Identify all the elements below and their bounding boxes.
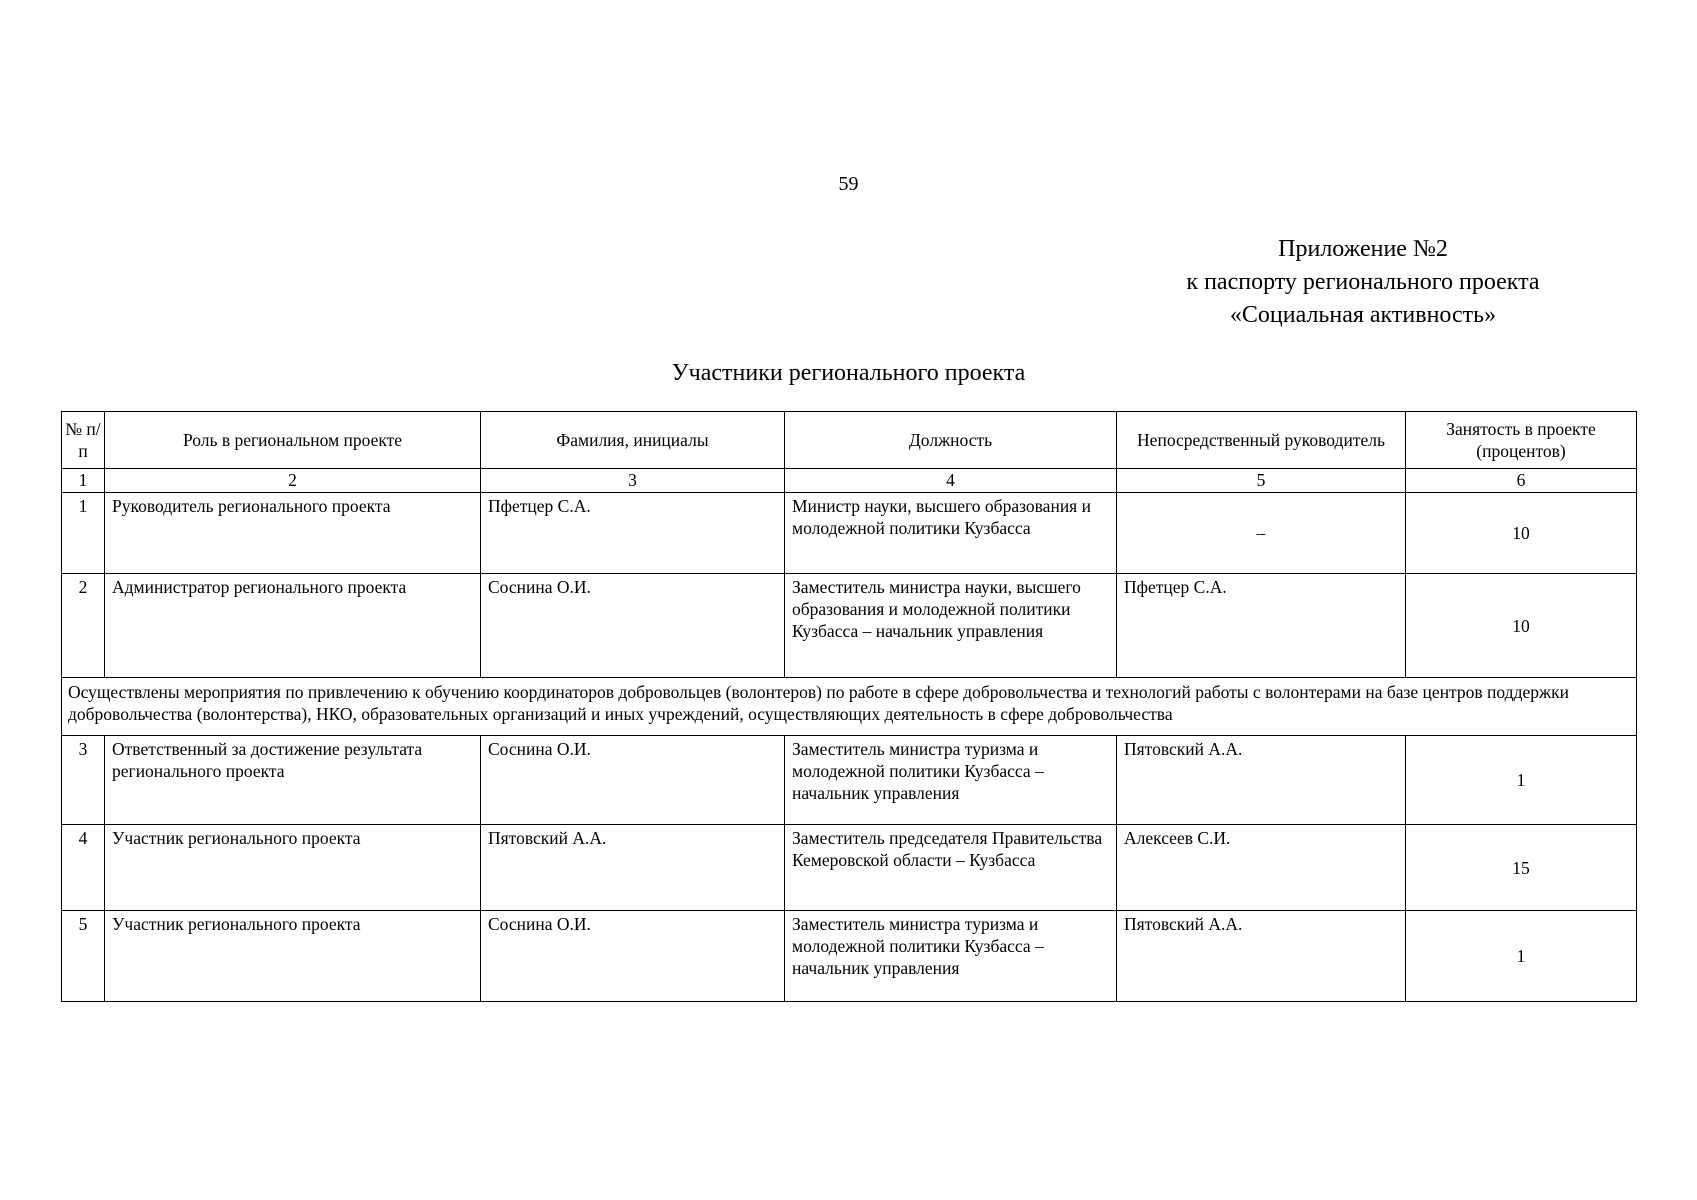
manager-cell: Алексеев С.И. (1117, 825, 1406, 911)
employment-cell: 15 (1406, 825, 1637, 911)
participants-table (61, 411, 1637, 1002)
section-note: Осуществлены мероприятия по привлечению к обучению координаторов добровольцев (волонтеров) по работе в сфере добровольчества и технологий работы с волонтерами на базе центров поддержки добровольчества (волонтерства), НКО, образовательных организаций и иных учреждений, осуществляющих деятельность в сфере добровольчества (62, 678, 1637, 736)
position-cell: Заместитель министра науки, высшего образования и молодежной политики Кузбасса – начальник управления (785, 574, 1117, 678)
name-cell: Соснина О.И. (481, 736, 785, 825)
name-cell: Пятовский А.А. (481, 825, 785, 911)
row-number: 1 (62, 493, 105, 574)
header-name: Фамилия, инициалы (481, 412, 785, 469)
table-row (62, 574, 1637, 678)
section-note-row (62, 678, 1637, 736)
name-cell: Соснина О.И. (481, 574, 785, 678)
row-number: 2 (62, 574, 105, 678)
document-title: Участники регионального проекта (671, 360, 1026, 386)
appendix-line-1: Приложение №2 (1278, 236, 1448, 262)
name-cell: Соснина О.И. (481, 911, 785, 1002)
table-row (62, 911, 1637, 1002)
header-employment: Занятость в проекте (процентов) (1406, 412, 1637, 469)
header-number: № п/п (62, 412, 105, 469)
row-number: 3 (62, 736, 105, 825)
employment-cell: 10 (1406, 493, 1637, 574)
manager-cell: – (1117, 493, 1406, 574)
column-number: 4 (785, 469, 1117, 493)
table-row (62, 736, 1637, 825)
employment-cell: 1 (1406, 736, 1637, 825)
appendix-heading (1083, 233, 1643, 332)
header-manager: Непосредственный руководитель (1117, 412, 1406, 469)
employment-cell: 10 (1406, 574, 1637, 678)
header-position: Должность (785, 412, 1117, 469)
column-numbers-row (62, 469, 1637, 493)
column-number: 3 (481, 469, 785, 493)
column-number: 1 (62, 469, 105, 493)
role-cell: Руководитель регионального проекта (105, 493, 481, 574)
role-cell: Ответственный за достижение результата регионального проекта (105, 736, 481, 825)
role-cell: Администратор регионального проекта (105, 574, 481, 678)
role-cell: Участник регионального проекта (105, 825, 481, 911)
table-header-row (62, 412, 1637, 469)
header-role: Роль в региональном проекте (105, 412, 481, 469)
position-cell: Министр науки, высшего образования и молодежной политики Кузбасса (785, 493, 1117, 574)
row-number: 4 (62, 825, 105, 911)
appendix-line-3: «Социальная активность» (1229, 302, 1497, 328)
appendix-line-2: к паспорту регионального проекта (1186, 269, 1540, 295)
employment-cell: 1 (1406, 911, 1637, 1002)
role-cell: Участник регионального проекта (105, 911, 481, 1002)
column-number: 2 (105, 469, 481, 493)
table-row (62, 493, 1637, 574)
column-number: 6 (1406, 469, 1637, 493)
position-cell: Заместитель председателя Правительства Кемеровской области – Кузбасса (785, 825, 1117, 911)
position-cell: Заместитель министра туризма и молодежной политики Кузбасса – начальник управления (785, 911, 1117, 1002)
position-cell: Заместитель министра туризма и молодежной политики Кузбасса – начальник управления (785, 736, 1117, 825)
manager-cell: Пятовский А.А. (1117, 736, 1406, 825)
column-number: 5 (1117, 469, 1406, 493)
table-row (62, 825, 1637, 911)
name-cell: Пфетцер С.А. (481, 493, 785, 574)
manager-cell: Пфетцер С.А. (1117, 574, 1406, 678)
manager-cell: Пятовский А.А. (1117, 911, 1406, 1002)
row-number: 5 (62, 911, 105, 1002)
page-number: 59 (838, 173, 859, 195)
